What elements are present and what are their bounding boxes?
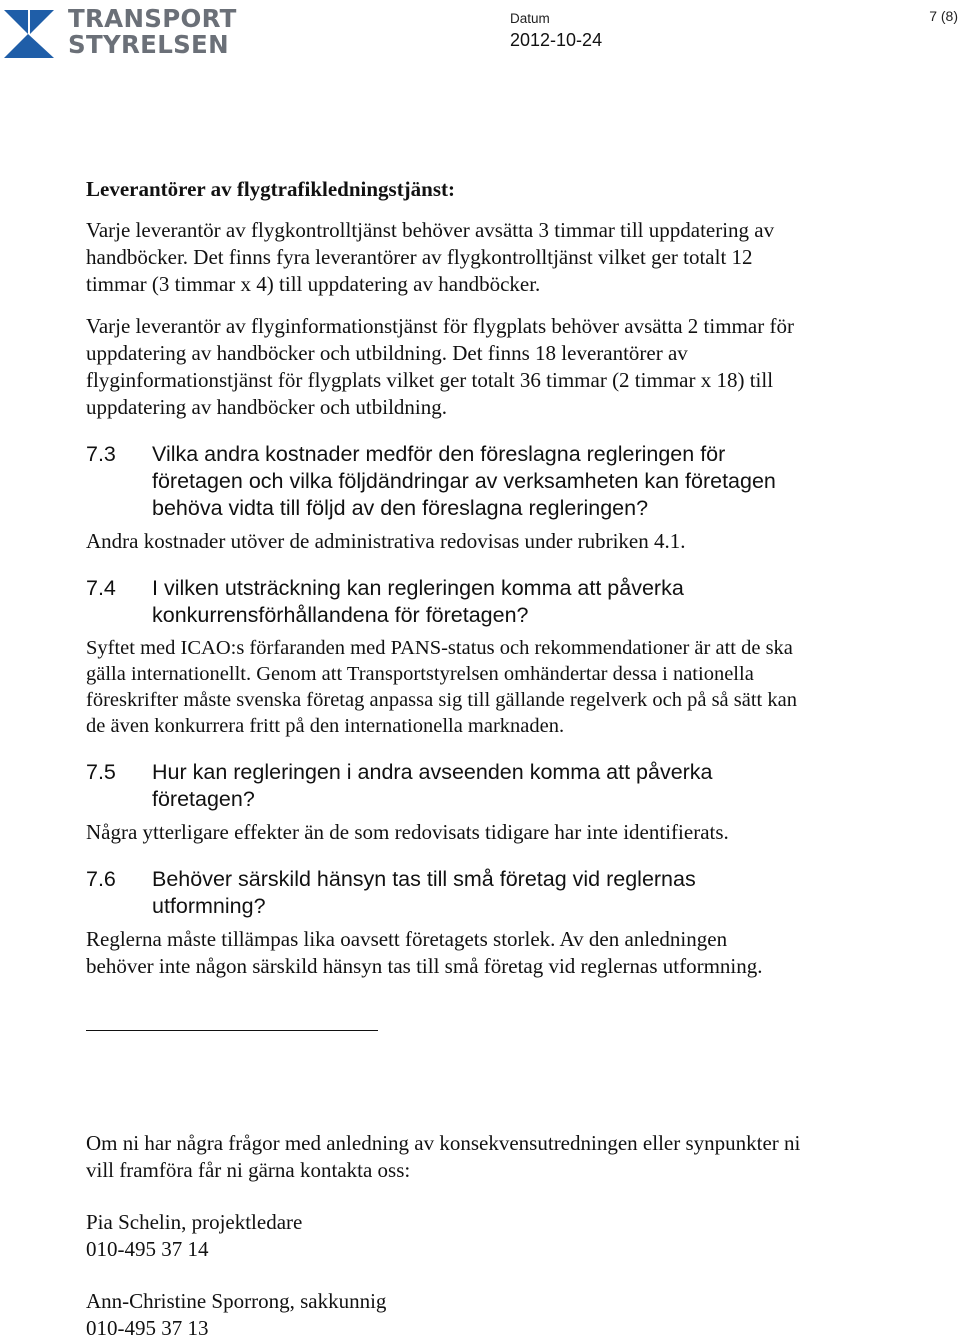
section-7-4-heading (86, 575, 806, 629)
section-7-3-heading (86, 441, 806, 522)
logo-mark-icon (4, 8, 56, 60)
section-7-3-body: Andra kostnader utöver de administrativa redovisas under rubriken 4.1. (86, 529, 686, 553)
date-value: 2012-10-24 (510, 30, 603, 50)
logo-wordmark (68, 6, 237, 58)
paragraph-2: Varje leverantör av flyginformationstjänst för flygplats behöver avsätta 2 timmar för uppdatering av handböcker och utbildning. Det finns 18 leverantörer av flyginformationstjänst för flygplats vilket ger totalt 36 timmar (2 timmar x 18) till uppdatering av handböcker och utbildning. (86, 314, 794, 419)
section-number: 7.5 (86, 760, 116, 784)
logo-line-1: TRANSPORT (68, 4, 237, 33)
contact-1 (86, 1209, 806, 1263)
contact-phone: 010-495 37 13 (86, 1316, 209, 1340)
section-number: 7.6 (86, 867, 116, 891)
section-7-5-heading (86, 759, 806, 813)
contact-intro: Om ni har några frågor med anledning av konsekvensutredningen eller synpunkter ni vill framföra får ni gärna kontakta oss: (86, 1131, 801, 1182)
section-7-4-body: Syftet med ICAO:s förfaranden med PANS-status och rekommendationer är att de ska gälla internationellt. Genom att Transportstyrelsen omhändertar dessa i nationella föreskrifter måste svenska företag anpassa sig till gällande regelverk och på så sätt kan de även konkurrera fritt på den internationella marknaden. (86, 637, 797, 737)
contact-2 (86, 1288, 806, 1342)
contact-name: Ann-Christine Sporrong, sakkunnig (86, 1289, 387, 1313)
section-number: 7.4 (86, 576, 116, 600)
section-title: Behöver särskild hänsyn tas till små företag vid reglernas utformning? (152, 867, 696, 918)
page-number: 7 (8) (929, 8, 958, 24)
document-body (86, 176, 806, 1031)
contact-name: Pia Schelin, projektledare (86, 1210, 303, 1234)
section-7-5-body: Några ytterligare effekter än de som redovisats tidigare har inte identifierats. (86, 820, 729, 844)
contact-phone: 010-495 37 14 (86, 1237, 209, 1261)
contact-block (86, 1130, 806, 1342)
section-number: 7.3 (86, 442, 116, 466)
section-7-6-heading (86, 866, 806, 920)
section-title: Hur kan regleringen i andra avseenden komma att påverka företagen? (152, 760, 713, 811)
section-title: I vilken utsträckning kan regleringen komma att påverka konkurrensförhållandena för företagen? (152, 576, 684, 627)
section-7-6-body: Reglerna måste tillämpas lika oavsett företagets storlek. Av den anledningen behöver inte någon särskild hänsyn tas till små företag vid reglernas utformning. (86, 927, 763, 978)
date-label: Datum (510, 11, 550, 26)
divider-line (86, 1030, 378, 1031)
section-heading: Leverantörer av flygtrafikledningstjänst: (86, 177, 456, 201)
paragraph-1: Varje leverantör av flygkontrolltjänst behöver avsätta 3 timmar till uppdatering av handböcker. Det finns fyra leverantörer av flygkontrolltjänst vilket ger totalt 12 timmar (3 timmar x 4) till uppdatering av handböcker. (86, 218, 775, 296)
section-title: Vilka andra kostnader medför den föreslagna regleringen för företagen och vilka följdändringar av verksamheten kan företagen behöva vidta till följd av den föreslagna regleringen? (152, 442, 776, 520)
logo-line-2: STYRELSEN (68, 30, 229, 59)
transportstyrelsen-logo (4, 4, 237, 62)
